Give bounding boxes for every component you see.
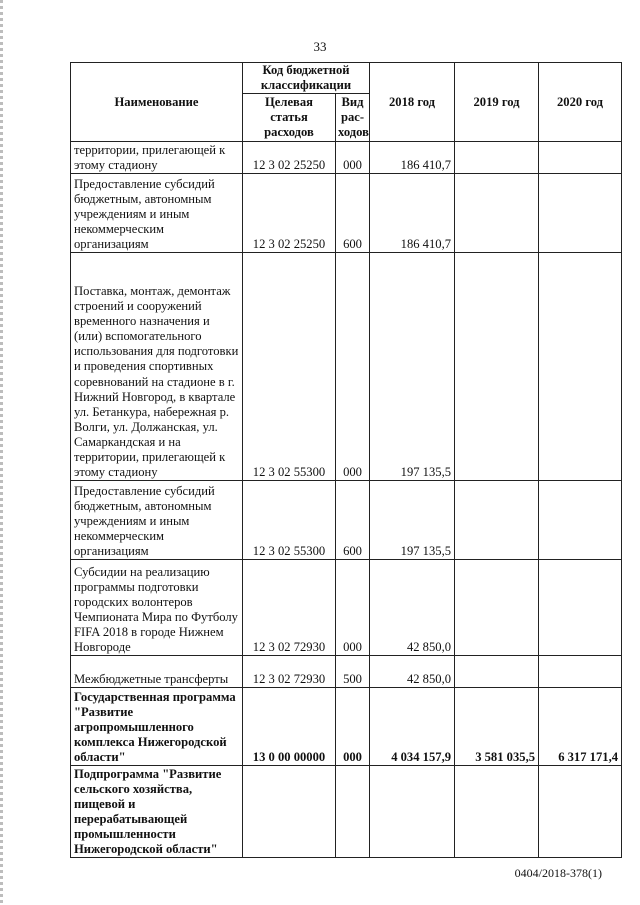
row-name: Субсидии на реализацию программы подготовки городских волонтеров Чемпионата Мира по Футболу FIFA 2018 в городе Нижнем Новгороде <box>71 560 243 656</box>
budget-table <box>70 62 622 858</box>
row-2019: 3 581 035,5 <box>455 688 539 766</box>
header-code-kind: Вид рас-ходов <box>336 94 370 142</box>
header-2018: 2018 год <box>370 63 455 142</box>
table-row <box>71 688 622 766</box>
row-2020 <box>539 481 622 560</box>
header-code-target: Целевая статья расходов <box>243 94 336 142</box>
row-2020 <box>539 656 622 688</box>
row-2018: 186 410,7 <box>370 142 455 174</box>
row-code <box>243 766 336 858</box>
row-2019 <box>455 142 539 174</box>
row-kind: 000 <box>336 253 370 481</box>
row-2018: 4 034 157,9 <box>370 688 455 766</box>
row-code: 12 3 02 72930 <box>243 656 336 688</box>
row-name: Межбюджетные трансферты <box>71 656 243 688</box>
page-number: 33 <box>313 39 327 54</box>
row-2018: 197 135,5 <box>370 253 455 481</box>
row-2019 <box>455 174 539 253</box>
row-2020 <box>539 766 622 858</box>
row-code: 13 0 00 00000 <box>243 688 336 766</box>
row-code: 12 3 02 55300 <box>243 253 336 481</box>
row-2019 <box>455 766 539 858</box>
header-name: Наименование <box>71 63 243 142</box>
row-2018: 42 850,0 <box>370 560 455 656</box>
row-kind: 000 <box>336 142 370 174</box>
row-2020: 6 317 171,4 <box>539 688 622 766</box>
header-code-group: Код бюджетной классификации <box>243 63 370 94</box>
table-row <box>71 656 622 688</box>
row-code: 12 3 02 72930 <box>243 560 336 656</box>
row-2018: 186 410,7 <box>370 174 455 253</box>
row-code: 12 3 02 25250 <box>243 174 336 253</box>
row-kind: 600 <box>336 481 370 560</box>
row-2019 <box>455 656 539 688</box>
row-kind <box>336 766 370 858</box>
row-name: Предоставление субсидий бюджетным, автономным учреждениям и иным некоммерческим организациям <box>71 481 243 560</box>
table-row <box>71 481 622 560</box>
row-2018: 197 135,5 <box>370 481 455 560</box>
table-row <box>71 142 622 174</box>
row-2019 <box>455 253 539 481</box>
row-2018 <box>370 766 455 858</box>
header-2019: 2019 год <box>455 63 539 142</box>
row-code: 12 3 02 25250 <box>243 142 336 174</box>
document-code: 0404/2018-378(1) <box>514 866 602 880</box>
table-row <box>71 766 622 858</box>
header-2020: 2020 год <box>539 63 622 142</box>
row-2020 <box>539 560 622 656</box>
row-2019 <box>455 560 539 656</box>
row-name: Государственная программа "Развитие агропромышленного комплекса Нижегородской области" <box>71 688 243 766</box>
row-name: Поставка, монтаж, демонтаж строений и сооружений временного назначения и (или) вспомогательного использования для подготовки и проведения спортивных соревнований на стадионе в г. Нижний Новгород, в квартале ул. Бетанкура, набережная р. Волги, ул. Должанская, ул. Самаркандская и на территории, прилегающей к этому стадиону <box>71 253 243 481</box>
row-name: Предоставление субсидий бюджетным, автономным учреждениям и иным некоммерческим организациям <box>71 174 243 253</box>
row-kind: 000 <box>336 560 370 656</box>
row-kind: 500 <box>336 656 370 688</box>
table-row <box>71 560 622 656</box>
table-row <box>71 174 622 253</box>
row-code: 12 3 02 55300 <box>243 481 336 560</box>
row-2018: 42 850,0 <box>370 656 455 688</box>
row-name: Подпрограмма "Развитие сельского хозяйства, пищевой и перерабатывающей промышленности Нижегородской области" <box>71 766 243 858</box>
row-2020 <box>539 174 622 253</box>
row-2020 <box>539 253 622 481</box>
table-row <box>71 253 622 481</box>
row-2020 <box>539 142 622 174</box>
row-kind: 000 <box>336 688 370 766</box>
row-name: территории, прилегающей к этому стадиону <box>71 142 243 174</box>
row-2019 <box>455 481 539 560</box>
row-kind: 600 <box>336 174 370 253</box>
scan-edge <box>0 0 3 905</box>
